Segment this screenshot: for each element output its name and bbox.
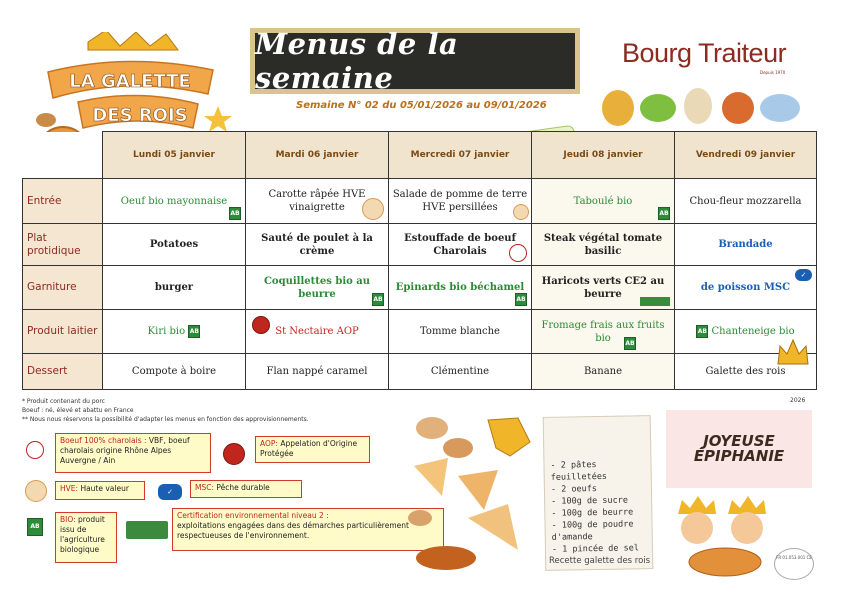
bio-label-icon: AB <box>515 293 527 306</box>
dish: Banane <box>583 366 623 377</box>
menu-cell <box>103 354 246 390</box>
menu-cell <box>389 266 532 310</box>
hve-icon <box>513 204 529 220</box>
menu-cell <box>675 179 817 224</box>
day-header: Mardi 06 janvier <box>246 132 389 179</box>
galette-des-rois-banner <box>28 32 233 132</box>
note-line: Boeuf : né, élevé et abattu en France <box>22 407 134 414</box>
table-row <box>23 354 817 390</box>
dish: Compote à boire <box>131 366 217 377</box>
dish: Steak végétal tomate basilic <box>543 232 663 257</box>
menu-cell <box>532 179 675 224</box>
menu-cell <box>103 310 246 354</box>
crown-icon <box>776 338 810 370</box>
dish: Epinards bio béchamel <box>395 282 525 293</box>
dish: Potatoes <box>149 239 199 250</box>
menu-cell <box>246 354 389 390</box>
table-row <box>23 179 817 224</box>
table-row <box>23 310 817 354</box>
menu-cell <box>246 224 389 266</box>
menu-cell <box>389 310 532 354</box>
year-label: 2026 <box>790 397 806 404</box>
dish: Galette des rois <box>705 366 786 377</box>
brand-logo: Bourg Traiteur <box>622 38 787 68</box>
recipe-item: - 2 pâtes feuilletées <box>550 460 608 483</box>
kids-with-crowns-image <box>670 494 780 580</box>
recipe-item: - 2 oeufs <box>550 484 598 495</box>
legend-title: BIO: <box>60 515 76 524</box>
dish: Chou-fleur mozzarella <box>689 195 802 207</box>
recipe-item: - 100g de poudre d'amande <box>551 519 634 543</box>
brand-subtitle: Depuis 1970 <box>760 70 786 75</box>
bio-label-icon: AB <box>27 518 43 536</box>
hve-icon <box>362 198 384 220</box>
dish: St Nectaire AOP <box>275 326 359 337</box>
menu-cell <box>103 266 246 310</box>
dish: Taboulé bio <box>573 195 633 207</box>
legend-vbf <box>55 433 211 473</box>
menu-cell <box>532 266 675 310</box>
dish: Kiri bio <box>147 326 186 337</box>
menu-cell <box>246 179 389 224</box>
table-row <box>23 266 817 310</box>
bio-label-icon: AB <box>229 207 241 220</box>
page-title: Menus de la semaine <box>255 27 459 95</box>
legend-text: Haute valeur <box>80 484 129 493</box>
msc-icon: ✓ <box>795 269 812 281</box>
row-label: Entrée <box>23 179 103 224</box>
menu-cell <box>246 310 389 354</box>
vbf-icon <box>26 441 44 459</box>
galette-ingredients-image <box>398 400 548 580</box>
dish: Flan nappé caramel <box>266 366 368 377</box>
aop-icon <box>223 443 245 465</box>
banner-line2: DES ROIS <box>92 105 188 126</box>
day-header: Vendredi 09 janvier <box>675 132 817 179</box>
menu-cell <box>246 266 389 310</box>
menu-cell <box>532 354 675 390</box>
legend-title: MSC: <box>195 483 214 492</box>
bio-label-icon: AB <box>696 325 708 338</box>
dish: Sauté de poulet à la crème <box>261 232 373 257</box>
recipe-item: - 100g de sucre <box>551 495 628 507</box>
legend-title: HVE: <box>60 484 79 493</box>
bio-label-icon: AB <box>188 325 200 338</box>
dish: Brandade <box>718 239 773 250</box>
hve-icon <box>25 480 47 502</box>
menu-cell <box>389 179 532 224</box>
dish: Chanteneige bio <box>711 326 795 337</box>
menu-cell <box>389 224 532 266</box>
menu-cell <box>103 224 246 266</box>
vbf-icon <box>509 244 527 262</box>
health-mark-stamp: FR 01.053.001 CE <box>774 548 814 580</box>
note-line: ** Nous nous réservons la possibilité d'adapter les menus en fonction des approvisionnements. <box>22 416 309 423</box>
recipe-item: - 100g de beurre <box>551 507 634 519</box>
dish: Coquillettes bio au beurre <box>263 275 371 300</box>
dish: Fromage frais aux fruits bio <box>541 319 665 344</box>
aop-icon <box>252 316 270 334</box>
epiphany-banner <box>666 410 812 488</box>
dish: Estouffade de boeuf Charolais <box>404 232 516 257</box>
footnotes <box>22 397 309 424</box>
legend-title: Certification environnemental niveau 2 : <box>177 511 329 520</box>
menu-cell <box>103 179 246 224</box>
epiphany-line2: ÉPIPHANIE <box>693 447 785 465</box>
legend-text: Pêche durable <box>216 483 270 492</box>
legend-text: VBF, boeuf charolais origine Rhône Alpes Auvergne / Ain <box>60 436 190 465</box>
row-label: Dessert <box>23 354 103 390</box>
dish: Haricots verts CE2 au beurre <box>541 275 665 300</box>
header-corner <box>23 132 103 179</box>
menu-cell <box>532 224 675 266</box>
day-header: Mercredi 07 janvier <box>389 132 532 179</box>
dish: de poisson MSC <box>700 282 791 293</box>
menu-cell <box>675 224 817 266</box>
legend-aop <box>255 436 370 463</box>
bio-label-icon: AB <box>624 337 636 350</box>
recipe-item: - 1 pincée de sel <box>551 543 640 555</box>
dish: Oeuf bio mayonnaise <box>120 195 228 207</box>
msc-icon: ✓ <box>158 484 182 500</box>
dish: Salade de pomme de terre HVE persillées <box>392 189 528 213</box>
dish: Tomme blanche <box>420 326 500 337</box>
legend-bio <box>55 512 117 563</box>
bio-label-icon: AB <box>658 207 670 220</box>
dish: Clémentine <box>430 366 490 377</box>
legend-text: exploitations engagées dans des démarches particulièrement respectueuses de l'environnement. <box>177 521 409 540</box>
ce2-icon <box>126 521 168 539</box>
legend-hve <box>55 481 145 500</box>
legend-text: produit issu de l'agriculture biologique <box>60 515 105 554</box>
day-header: Lundi 05 janvier <box>103 132 246 179</box>
row-label: Produit laitier <box>23 310 103 354</box>
dish: Carotte râpée HVE vinaigrette <box>268 189 366 213</box>
menu-cell <box>389 354 532 390</box>
recipe-card <box>543 415 654 571</box>
epiphany-line1: JOYEUSE <box>703 432 775 450</box>
recipe-caption: Recette galette des rois <box>549 556 651 566</box>
legend-title: AOP: <box>260 439 278 448</box>
day-header: Jeudi 08 janvier <box>532 132 675 179</box>
menu-table <box>22 131 817 390</box>
title-chalkboard <box>250 28 580 94</box>
legend-msc <box>190 480 302 498</box>
menu-cell <box>532 310 675 354</box>
legend-title: Boeuf 100% charolais : <box>60 436 147 445</box>
banner-line1: LA GALETTE <box>69 71 191 92</box>
ce2-icon <box>640 297 670 306</box>
table-row <box>23 224 817 266</box>
menu-cell <box>675 266 817 310</box>
table-header-row <box>23 132 817 179</box>
figurines-image <box>598 84 818 128</box>
legend-text: Appelation d'Origine Protégée <box>260 439 358 458</box>
note-line: * Produit contenant du porc <box>22 398 105 405</box>
row-label: Plat protidique <box>23 224 103 266</box>
row-label: Garniture <box>23 266 103 310</box>
bio-label-icon: AB <box>372 293 384 306</box>
week-range: Semaine N° 02 du 05/01/2026 au 09/01/2026 <box>296 100 547 111</box>
dish: burger <box>154 282 194 293</box>
